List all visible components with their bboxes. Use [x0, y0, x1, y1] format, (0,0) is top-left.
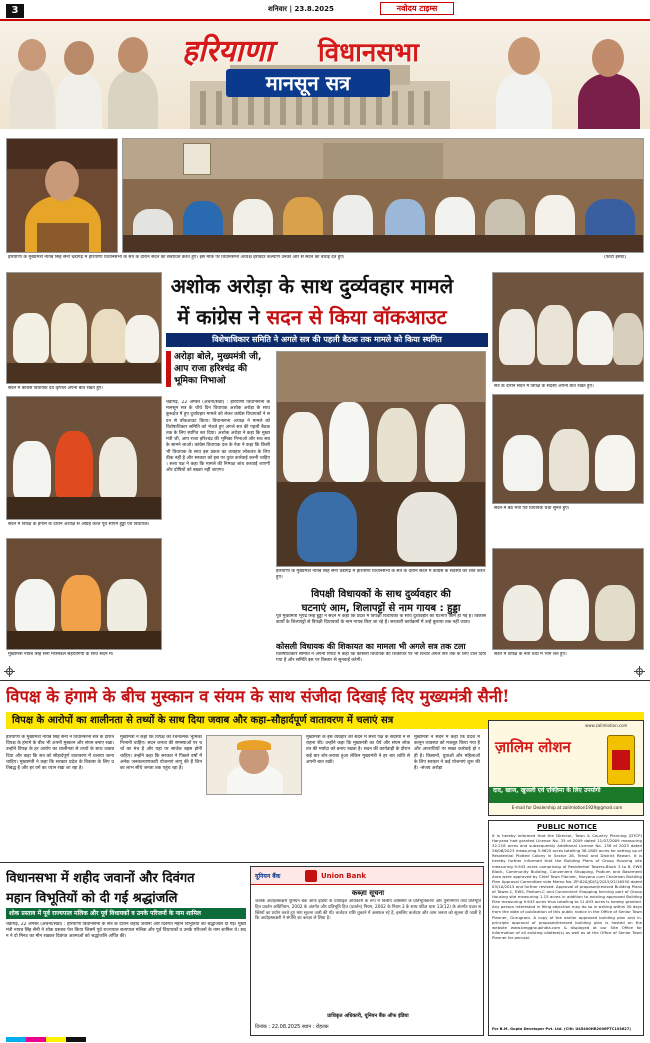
color-bar-bottom [6, 1037, 86, 1042]
union-bank-ad [250, 866, 484, 1036]
photo-cm-speaking [6, 138, 118, 253]
page-number: 3 [6, 4, 24, 18]
caption-left-2: सदन में विपक्ष के हंगामे के दौरान अध्यक्ष से आग्रह करते पूर्व सीएम हुड्डा एवं विधायक। [8, 522, 150, 527]
public-notice-sign: For B.M. Gupta Developer Pvt. Ltd. (CIN: U45400HR2006PTC103627) [492, 1027, 631, 1031]
cm-portrait-inset [206, 735, 302, 795]
photo-left-1 [6, 272, 162, 384]
bottom-col-4: मुख्यमंत्री ने सदन में कहा कि प्रदेश में कानून व्यवस्था को मजबूत किया गया है और अपराधियों पर सख्त कार्रवाई हो रही है। किसानों, युवाओं और महिलाओं के लिए सरकार ने कई योजनाएं शुरू की हैं। -संजय अरोड़ा [414, 735, 480, 772]
portrait-right-2 [574, 29, 644, 129]
caption-right-3: सदन में विपक्ष के नेता चर्चा में भाग लेते हुए। [494, 652, 567, 657]
photo-assembly-hall [122, 138, 644, 253]
bottom-headline: विपक्ष के हंगामे के बीच मुस्कान व संयम के साथ संजीदा दिखाई दिए मुख्यमंत्री सैनी! [6, 687, 510, 706]
lead-headline-2b: सदन से किया वॉकआउट [266, 305, 447, 329]
caption-left-3: मुख्यमंत्री नायब सिंह सैनी मंत्रिमंडल सहयोगियों के साथ सदन में। [8, 652, 114, 657]
bank-notice-body: जबकि अधोहस्ताक्षरी यूनियन बैंक ऑफ इंडिया के प्राधिकृत अधिकारी के रूप में वित्तीय आस्तियों के प्रतिभूतिकरण और पुनर्निर्माण तथा प्रतिभूति हित प्रवर्तन अधिनियम, 2002 के अंतर्गत और प्रतिभूति हित (प्रवर्तन) नियम, 2002 के नियम 3 के साथ पठित धारा 13(12) के अंतर्गत प्रदत्त शक्तियों का प्रयोग करते हुए मांग सूचना जारी की थी। कर्जदार राशि चुकाने में असफल रहे हैं, इसलिए कर्जदार और आम जनता को सूचना दी जाती है कि अधोहस्ताक्षरी ने संपत्ति का कब्ज़ा ले लिया है। [255, 899, 481, 922]
caption-right-1: सत्र के दौरान सदन में विपक्ष के सदस्य अपनी बात रखते हुए। [494, 384, 594, 389]
lead-headline-2 [132, 303, 492, 330]
bottom-col-2: मुख्यमंत्री ने कहा कि विपक्ष को रचनात्मक भूमिका निभानी चाहिए। सदन जनता की समस्याओं पर चर्चा का मंच है और यहां पर सार्थक बहस होनी चाहिए। उन्होंने कहा कि सरकार ने पिछले वर्षों में अनेक जनकल्याणकारी योजनाएं लागू की हैं जिनका लाभ सीधे जनता तक पहुंच रहा है। [120, 735, 202, 772]
banner-title-2: विधानसभा [318, 38, 419, 68]
registration-mark-right [636, 668, 643, 675]
photo-credit: (फोटो इस्पंट) [604, 255, 627, 260]
second-headline-1: विपक्षी विधायकों के साथ दुर्व्यवहार की [311, 589, 451, 600]
photo-right-2 [492, 394, 644, 504]
registration-mark-left [6, 668, 13, 675]
photo-right-1 [492, 272, 644, 382]
zalim-contact: E-mail for Dealership at zalimlotion1929@gmail.com [511, 805, 623, 810]
bank-hindi: यूनियन बैंक [255, 873, 281, 880]
zalim-website: www.zalimlotion.com [585, 723, 628, 728]
bottom-col-3: मुख्यमंत्री के इस व्यवहार की सदन में सत्ता पक्ष के सदस्यों ने सराहना की। उन्होंने कहा कि मुख्यमंत्री का धैर्य और संयम लोकतंत्र की मर्यादा को बनाए रखता है। सदन की कार्यवाही के दौरान कई बार शोर-शराबा हुआ लेकिन मुख्यमंत्री ने हर बार शांति से अपनी बात रखी। [306, 735, 410, 765]
public-notice-body: It is hereby informed that the Director, Town & Country Planning (DTCP) Haryana had granted License No. 35 of 2009 dated 11/07/2009 measuring 32.218 acres and subsequently Additional License No. 138 of 2023 dated 26/06/2023 measuring 5.9625 acres totalling 38.1805 acres for setting up of Residential Plotted Colony in Sector 26, Tehsil and District Rewari. It is hereby further informed that the Building Plans of Group Housing site measuring 9.943 acres comprising of Residential Towers-Block 3 to 8, EWS Block, Community Building, Convenient Shopping, Podium and Basement Area were approved by Chief Town Planner, Haryana cum Chairman Building Plan Approval Committee vide Memo No. ZP-620/JD(S)/2015/22/16550 dated 03/10/2015 and further revised. Approval of proposed/revised Building Plans of Tower-1, EWS, Podium-C and Convenient Shopping forming part of Group Housing site measuring 1.15 acres in addition to existing approved Building Plan measuring 9.943 acres thus totalling to 11.093 acres is hereby granted. Any person interested in filing objection may do so in writing within 30 days from the date of publication of this public notice in the Office of Senior Town Planner, Gurugram. A copy of the earlier approved building plan and in-principle approval of proposed/revised building plan is hosted on the website www.bmggroupindia.com & displayed at our Site Office for information of all existing allottee(s) as well as at the Office of Senior Town Planner for perusal. [492, 833, 642, 940]
caption-right-2: सदन में बैठे मंत्री एवं विधायक चर्चा सुनते हुए। [494, 506, 570, 511]
banner-title-1: हरियाणा [182, 34, 273, 69]
top-photo-caption: हरियाणा के मुख्यमंत्री नायब सिंह सैनी चंडीगढ़ में हरियाणा विधानसभा के सत्र के दौरान सदन को संबोधित करते हुए। इस मौके पर विधानसभा अध्यक्ष हरविंदर कल्याण उनकी ओर से सदन को बधाई देते हुए। [8, 255, 345, 260]
banner-subtitle: मानसून सत्र [226, 69, 390, 97]
bank-name: Union Bank [321, 872, 366, 880]
lead-kicker: अरोड़ा बोले, मुख्यमंत्री जी, आप राजा हरिश्चंद्र की भूमिका निभाओ [166, 351, 270, 387]
photo-left-3 [6, 538, 162, 650]
bank-branch: प्राधिकृत अधिकारी, यूनियन बैंक ऑफ इंडिया [327, 1013, 409, 1019]
caption-left-1: सदन में कांग्रेस विधायक देव कृपाल अपनी बात रखते हुए। [8, 386, 104, 391]
bank-notice-title: कब्ज़ा सूचना [351, 889, 385, 897]
lead-headline-1: अशोक अरोड़ा के साथ दुर्व्यवहार मामले [170, 274, 454, 298]
tribute-headline-1: विधानसभा में शहीद जवानों और दिवंगत [6, 871, 195, 886]
bottom-subhead: विपक्ष के आरोपों का शालीनता से तथ्यों के साथ दिया जवाब और कहा–सौहार्दपूर्ण वातावरण में चलाएं सत्र [6, 712, 644, 729]
zalim-bottle [607, 735, 635, 785]
newspaper-name: नवोदय टाइम्स [380, 2, 454, 15]
public-notice [488, 820, 644, 1036]
bottom-col-1: हरियाणा के मुख्यमंत्री नायब सिंह सैनी ने विधानसभा सत्र के दौरान विपक्ष के हंगामे के बीच भी अपनी मुस्कान और संयम बनाए रखा। उन्होंने विपक्ष के हर आरोप का शालीनता से तथ्यों के साथ जवाब दिया और कहा कि सत्र को सौहार्दपूर्ण वातावरण में चलाया जाना चाहिए। मुख्यमंत्री ने कहा कि सरकार प्रदेश के विकास के लिए प्रतिबद्ध है और हर वर्ग का ध्यान रखा जा रहा है। [6, 735, 114, 772]
portrait-right-1 [492, 29, 556, 129]
public-notice-title: PUBLIC NOTICE [537, 823, 597, 831]
portrait-left-2 [52, 31, 104, 129]
second-headline-2: घटनाएं आम, शिलापट्टों से नाम गायब : हुड्डा [301, 603, 461, 614]
lead-headline-2a: में कांग्रेस ने [177, 305, 267, 329]
zalim-lotion-ad [488, 720, 644, 816]
zalim-tagline: दाद, खाज, खुजली एवं एक्ज़िमा के लिए उपयोगी [489, 787, 644, 803]
caption-center: हरियाणा के मुख्यमंत्री नायब सिंह सैनी चंडीगढ़ में हरियाणा विधानसभा के सत्र के दौरान सदन में कांग्रेस के सदस्यों को शांत करते हुए। [276, 569, 486, 580]
photo-center-hall [276, 351, 486, 567]
photo-right-3 [492, 548, 644, 650]
photo-left-2 [6, 396, 162, 520]
second-sub-body: विशेषाधिकार समिति ने अपनी रिपोर्ट में कहा कि कोसली विधायक की शिकायत पर भी विचार अगले सत्र तक के लिए टाल दिया गया है और समिति इस पर विस्तार से सुनवाई करेगी। [276, 652, 486, 664]
portrait-left-1 [6, 29, 56, 129]
tribute-subhead: शोक प्रस्ताव में पूर्व राज्यपाल मलिक और पूर्व विधायकों व उनके परिजनों के नाम शामिल [6, 908, 246, 919]
tribute-headline-2: महान विभूतियों को दी गई श्रद्धांजलि [6, 891, 178, 906]
tribute-body: चंडीगढ़, 22 अगस्त (अर्चना/सेठी) : हरियाणा विधानसभा के सत्र के दौरान शहीद जवानों और दिवंगत महान विभूतियों को श्रद्धांजलि दी गई। मुख्यमंत्री नायब सिंह सैनी ने शोक प्रस्ताव पेश किया जिसमें पूर्व राज्यपाल सत्यपाल मलिक और पूर्व विधायकों व उनके परिजनों के नाम शामिल थे। सदन ने दो मिनट का मौन रखकर दिवंगत आत्माओं को श्रद्धांजलि अर्पित की। [6, 922, 246, 940]
lead-body: चंडीगढ़, 22 अगस्त (अर्चना/सेठी) : हरियाणा विधानसभा के मानसून सत्र के चौथे दिन विधायक अशोक अरोड़ा के साथ कुरुक्षेत्र में हुए दुर्व्यवहार मामले को लेकर कांग्रेस विधायकों ने सदन से वॉकआउट किया। विधानसभा अध्यक्ष ने मामले को विशेषाधिकार समिति को भेजते हुए अगले सत्र की पहली बैठक तक के लिए स्थगित कर दिया। अशोक अरोड़ा ने कहा कि मुख्यमंत्री जी, आप राजा हरिश्चंद्र की भूमिका निभाओ और सच सबके सामने लाओ। कांग्रेस विधायक दल के नेता ने कहा कि किसी भी विधायक के साथ इस प्रकार का व्यवहार लोकतंत्र के लिए ठीक नहीं है और सरकार को इस पर तुरंत कार्रवाई करनी चाहिए। सत्ता पक्ष ने कहा कि मामले की निष्पक्ष जांच करवाई जाएगी और दोषियों को बख्शा नहीं जाएगा। [166, 400, 270, 474]
bank-date: दिनांक : 22.08.2025 स्थान : रोहतक [255, 1024, 329, 1030]
zalim-brand: ज़ालिम लोशन [495, 738, 571, 756]
date-line: शनिवार | 23.8.2025 [268, 5, 334, 13]
union-bank-logo-icon [305, 870, 317, 882]
second-body: पूर्व मुख्यमंत्री भूपेंद्र सिंह हुड्डा ने सदन में कहा कि प्रदेश में विपक्षी विधायकों के साथ दुर्व्यवहार की घटनाएं आम हो गई हैं। विकास कार्यों के शिलापट्टों से विपक्षी विधायकों के नाम गायब किए जा रहे हैं। सरकारी कार्यक्रमों में उन्हें बुलाया तक नहीं जाता। [276, 614, 486, 626]
lead-subhead: विशेषाधिकार समिति ने अगले सत्र की पहली बैठक तक मामले को किया स्थगित [166, 333, 488, 347]
header-banner [0, 21, 650, 129]
second-sub-headline: कोसली विधायक की शिकायत का मामला भी अगले सत्र तक टला [276, 642, 466, 651]
portrait-left-3 [104, 29, 160, 129]
